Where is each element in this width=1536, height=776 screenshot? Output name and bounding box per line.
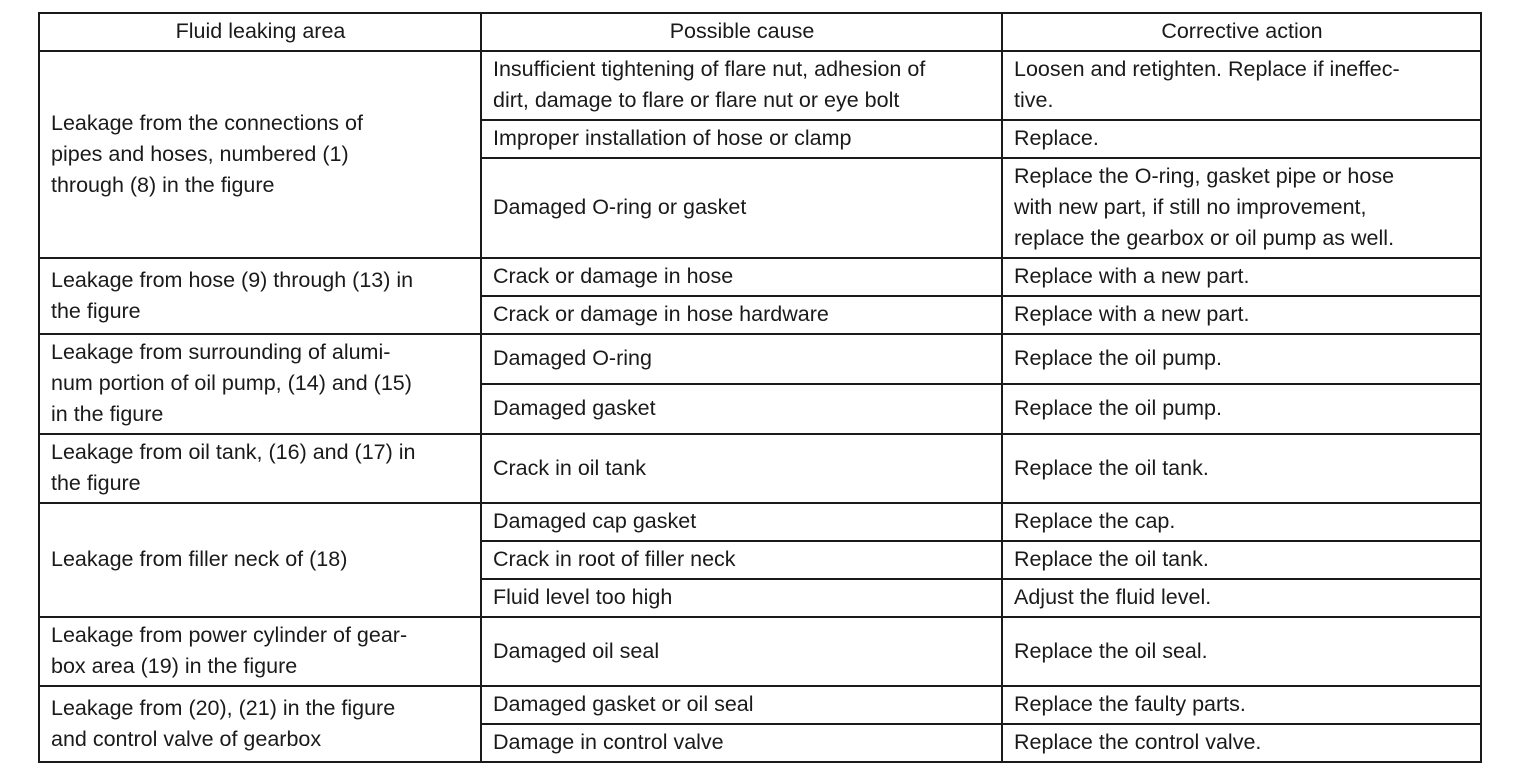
area-cell [39,258,481,334]
area-line: the figure [51,298,141,323]
action-line: Replace with a new part. [1014,264,1250,288]
cause-cell [481,686,1002,724]
cause-cell [481,541,1002,579]
area-line: Leakage from filler neck of (18) [51,547,348,571]
action-cell [1002,334,1481,384]
table-row [39,503,1481,541]
action-line: Adjust the fluid level. [1014,585,1212,609]
area-line: pipes and hoses, numbered (1) [51,141,349,166]
table-row [39,686,1481,724]
cause-line: Damaged oil seal [493,638,660,663]
fluid-leak-table [38,12,1482,763]
area-line: num portion of oil pump, (14) and (15) [51,371,412,395]
action-line: Replace the oil tank. [1014,547,1209,571]
area-line: the figure [51,471,141,495]
area-cell [39,503,481,617]
area-line: Leakage from oil tank, (16) and (17) in [51,440,416,464]
cause-cell [481,158,1002,258]
area-line: and control valve of gearbox [51,726,322,751]
cause-line: dirt, damage to flare or flare nut or eye bolt [493,88,900,112]
cause-line: Damaged O-ring [493,346,652,370]
action-cell [1002,686,1481,724]
cause-cell [481,120,1002,158]
action-line: Replace the oil seal. [1014,638,1208,663]
action-cell [1002,434,1481,503]
area-cell [39,617,481,686]
action-cell [1002,158,1481,258]
action-cell [1002,579,1481,617]
area-line: in the figure [51,402,164,426]
cause-line: Insufficient tightening of flare nut, adhesion of [493,57,926,81]
cause-cell [481,579,1002,617]
action-cell [1002,120,1481,158]
area-line: box area (19) in the figure [51,654,298,678]
cause-cell [481,51,1002,120]
cause-cell [481,258,1002,296]
action-cell [1002,724,1481,762]
action-line: with new part, if still no improvement, [1014,195,1367,219]
cause-line: Damaged cap gasket [493,509,697,533]
cause-cell [481,724,1002,762]
action-line: Replace the oil pump. [1014,346,1222,370]
area-line: Leakage from surrounding of alumi- [51,340,391,364]
cause-cell [481,384,1002,434]
table-row [39,617,1481,686]
header-row [39,13,1481,51]
action-line: Replace the oil pump. [1014,396,1222,420]
action-line: Replace the oil tank. [1014,455,1209,480]
action-line: Replace the cap. [1014,509,1176,533]
action-line: replace the gearbox or oil pump as well. [1014,226,1395,250]
action-cell [1002,51,1481,120]
area-cell [39,434,481,503]
cause-line: Damaged O-ring or gasket [493,195,747,219]
area-cell [39,51,481,258]
area-cell [39,686,481,762]
header-possible-cause: Possible cause [481,13,1002,51]
table-row [39,334,1481,384]
cause-line: Crack or damage in hose hardware [493,302,829,326]
cause-line: Damaged gasket or oil seal [493,692,754,716]
cause-cell [481,334,1002,384]
cause-cell [481,503,1002,541]
action-cell [1002,384,1481,434]
table-row [39,51,1481,120]
cause-cell [481,617,1002,686]
cause-line: Damaged gasket [493,396,656,420]
cause-line: Crack or damage in hose [493,264,734,288]
action-line: Replace the O-ring, gasket pipe or hose [1014,164,1395,188]
cause-cell [481,296,1002,334]
action-cell [1002,617,1481,686]
cause-line: Crack in oil tank [493,455,646,480]
cause-line: Fluid level too high [493,585,673,609]
header-fluid-leaking-area: Fluid leaking area [39,13,481,51]
area-line: through (8) in the figure [51,172,275,197]
action-cell [1002,296,1481,334]
action-line: Replace with a new part. [1014,302,1250,326]
header-corrective-action: Corrective action [1002,13,1481,51]
action-line: Replace the control valve. [1014,730,1262,754]
area-line: Leakage from hose (9) through (13) in [51,267,414,292]
action-cell [1002,258,1481,296]
action-cell [1002,503,1481,541]
action-line: tive. [1014,88,1054,112]
area-line: Leakage from (20), (21) in the figure [51,695,396,720]
cause-line: Crack in root of filler neck [493,547,736,571]
action-cell [1002,541,1481,579]
area-line: Leakage from power cylinder of gear- [51,623,408,647]
action-line: Replace the faulty parts. [1014,692,1246,716]
area-line: Leakage from the connections of [51,110,363,135]
table-row [39,434,1481,503]
cause-line: Improper installation of hose or clamp [493,126,852,150]
cause-line: Damage in control valve [493,730,724,754]
action-line: Loosen and retighten. Replace if ineffec- [1014,57,1400,81]
action-line: Replace. [1014,126,1099,150]
cause-cell [481,434,1002,503]
table-row [39,258,1481,296]
area-cell [39,334,481,434]
